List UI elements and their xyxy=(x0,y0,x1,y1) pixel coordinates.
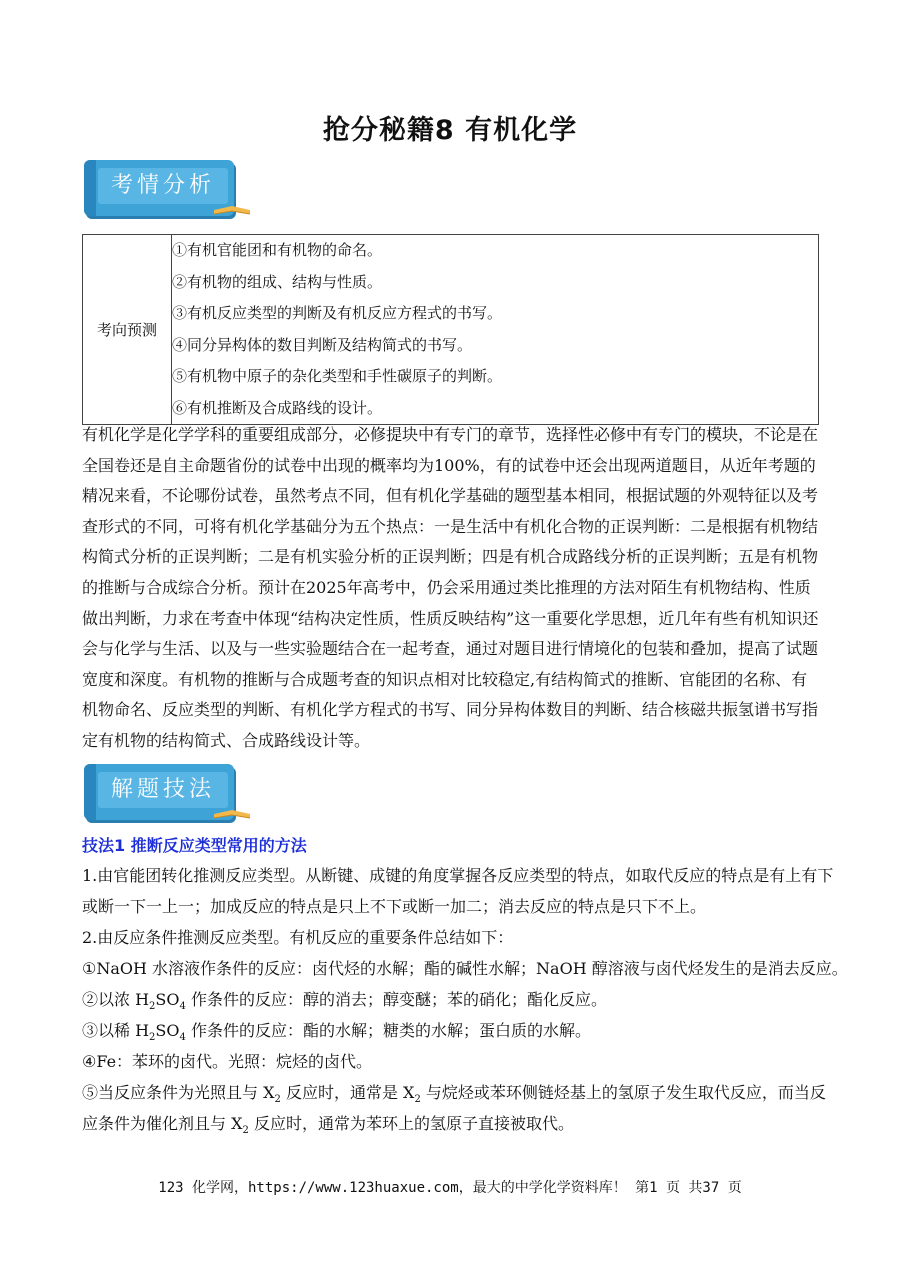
forecast-item: ⑤有机物中原子的杂化类型和手性碳原子的判断。 xyxy=(172,367,503,385)
condition-line: ⑤当反应条件为光照且与 $X_2$ 反应时，通常是 $X_2$ 与烷烃或苯环侧链烃基上的氢原子发生取代反应，而当反 xyxy=(82,1083,826,1106)
page-footer: 123 化学网，https://www.123huaxue.com，最大的中学化学资料库！ 第1 页 共37 页 xyxy=(158,1180,742,1196)
forecast-item: ②有机物的组成、结构与性质。 xyxy=(172,272,383,291)
condition-line: ①NaOH 水溶液作条件的反应：卤代烃的水解；酯的碱性水解；NaOH 醇溶液与卤代烃发生的是消去反应。 xyxy=(82,959,848,978)
paragraph-line: 1.由官能团转化推测反应类型。从断键、成键的角度掌握各反应类型的特点，如取代反应的特点是有上有下 xyxy=(82,866,834,885)
forecast-header: 考向预测 xyxy=(83,235,172,425)
forecast-table xyxy=(82,234,819,425)
condition-line: 应条件为催化剂且与 $X_2$ 反应时，通常为苯环上的氢原子直接被取代。 xyxy=(82,1114,574,1137)
condition-line: ②以浓 $H_2SO_4$ 作条件的反应：醇的消去；醇变醚；苯的硝化；酯化反应。 xyxy=(82,990,607,1013)
section-banner-techniques xyxy=(80,764,255,826)
page-title: 抢分秘籍8 有机化学 xyxy=(322,115,578,146)
forecast-item: ③有机反应类型的判断及有机反应方程式的书写。 xyxy=(172,304,503,322)
paragraph-line: 2.由反应条件推测反应类型。有机反应的重要条件总结如下： xyxy=(82,928,514,947)
forecast-item: ①有机官能团和有机物的命名。 xyxy=(172,241,383,259)
paragraph-line: 或断一下一上一；加成反应的特点是只上不下或断一加二；消去反应的特点是只下不上。 xyxy=(82,897,707,916)
intro-paragraph: 有机化学是化学学科的重要组成部分，必修提块中有专门的章节，选择性必修中有专门的模块，不论是在全国卷还是自主命题省份的试卷中出现的概率均为100%，有的试卷中还会出现两道题目，从近年考题的精况来看，不论哪份试卷，虽然考点不同，但有机化学基础的题型基本相同，根据试题的外观特征以及考查形式的不同，可将有机化学基础分为五个热点：一是生活中有机化合物的正误判断：二是根据有机物结构简式分析的正误判断；二是有机实验分析的正误判断；四是有机合成路线分析的正误判断；五是有机物的推断与合成综合分析。预计在2025年高考中，仍会采用通过类比推理的方法对陌生有机物结构、性质做出判断，力求在考查中体现“结构决定性质，性质反映结构”这一重要化学思想，近几年有些有机知识还会与化学与生活、以及与一些实验题结合在一起考查，通过对题目进行情境化的包装和叠加，提高了试题宽度和深度。有机物的推断与合成题考查的知识点相对比较稳定,有结构简式的推断、官能团的名称、有机物命名、反应类型的判断、有机化学方程式的书写、同分异构体数目的判断、结合核磁共振氢谱书写指定有机物的结构简式、合成路线设计等。 xyxy=(82,425,819,750)
skill-title: 技法1 推断反应类型常用的方法 xyxy=(82,836,307,855)
banner-label: 考情分析 xyxy=(98,168,228,204)
book-icon xyxy=(212,202,252,216)
forecast-item: ⑥有机推断及合成路线的设计。 xyxy=(172,398,383,417)
forecast-item: ④同分异构体的数目判断及结构简式的书写。 xyxy=(172,335,473,354)
section-banner-analysis xyxy=(80,160,255,222)
banner-label: 解题技法 xyxy=(98,772,228,808)
forecast-items xyxy=(172,235,819,425)
book-icon xyxy=(212,806,252,820)
condition-line: ④Fe：苯环的卤代。光照：烷烃的卤代。 xyxy=(82,1052,373,1071)
condition-line: ③以稀 $H_2SO_4$ 作条件的反应：酯的水解；糖类的水解；蛋白质的水解。 xyxy=(82,1021,591,1044)
